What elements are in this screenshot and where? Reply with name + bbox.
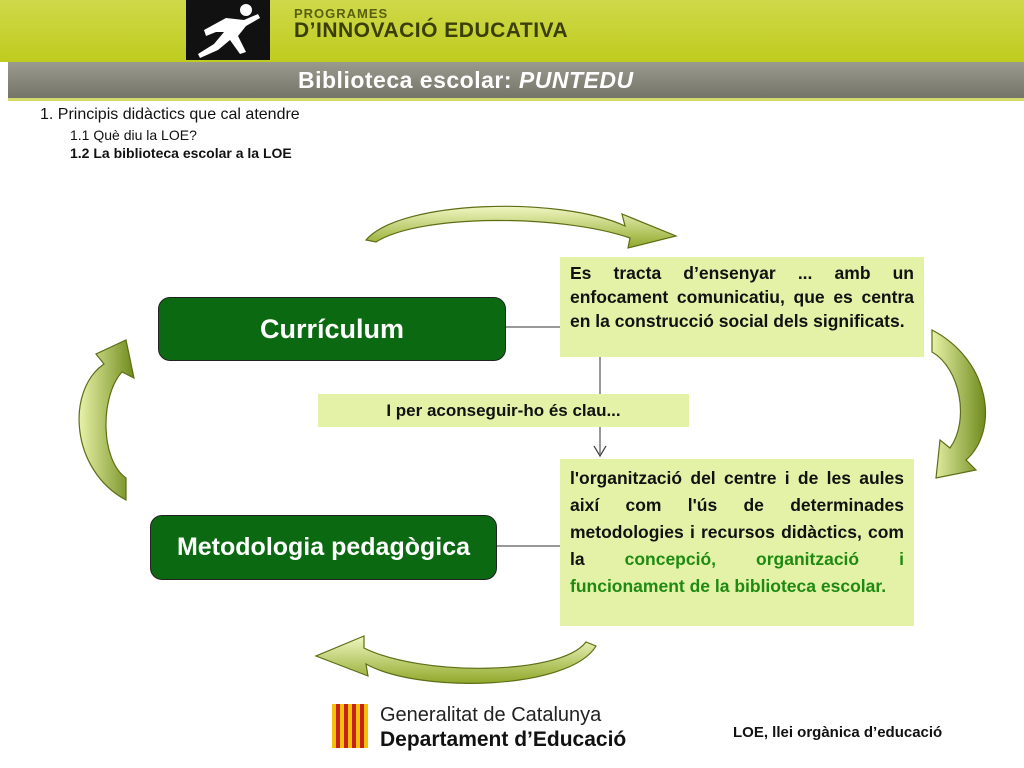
bottom-cycle-arrow — [316, 636, 596, 683]
middle-box: I per aconseguir-ho és clau... — [318, 394, 689, 427]
top-cycle-arrow — [366, 206, 676, 248]
note-top: Es tracta d’ensenyar ... amb un enfocament comunicatiu, que es centra en la construcció social dels significats. — [560, 257, 924, 357]
left-cycle-arrow — [79, 340, 134, 500]
title-prefix: Biblioteca escolar: — [298, 67, 513, 93]
org-line1: Generalitat de Catalunya — [380, 704, 602, 726]
generalitat-emblem — [332, 704, 368, 748]
program-line2: D’INNOVACIÓ EDUCATIVA — [294, 19, 569, 42]
footer-caption: LOE, llei orgànica d’educació — [733, 724, 943, 741]
toc-item-1-1: 1.1 Què diu la LOE? — [70, 127, 197, 143]
toc-item-1: 1. Principis didàctics que cal atendre — [40, 106, 300, 123]
org-line2: Departament d’Educació — [380, 728, 627, 751]
program-line1: PROGRAMES — [294, 6, 389, 21]
note-bottom-highlight: concepció, organització i funcionament de la biblioteca escolar. — [570, 549, 904, 596]
note-bottom — [560, 459, 914, 626]
curriculum-box: Currículum — [158, 297, 506, 361]
toc-item-1-2: 1.2 La biblioteca escolar a la LOE — [70, 145, 292, 161]
metodologia-box: Metodologia pedagògica — [150, 515, 497, 580]
title-emphasis: PUNTEDU — [518, 67, 634, 93]
note-bottom-text: l'organització del centre i de les aules així com l'ús de determinades metodologies i recursos didàctics, com la — [570, 468, 904, 569]
right-cycle-arrow — [932, 330, 985, 478]
